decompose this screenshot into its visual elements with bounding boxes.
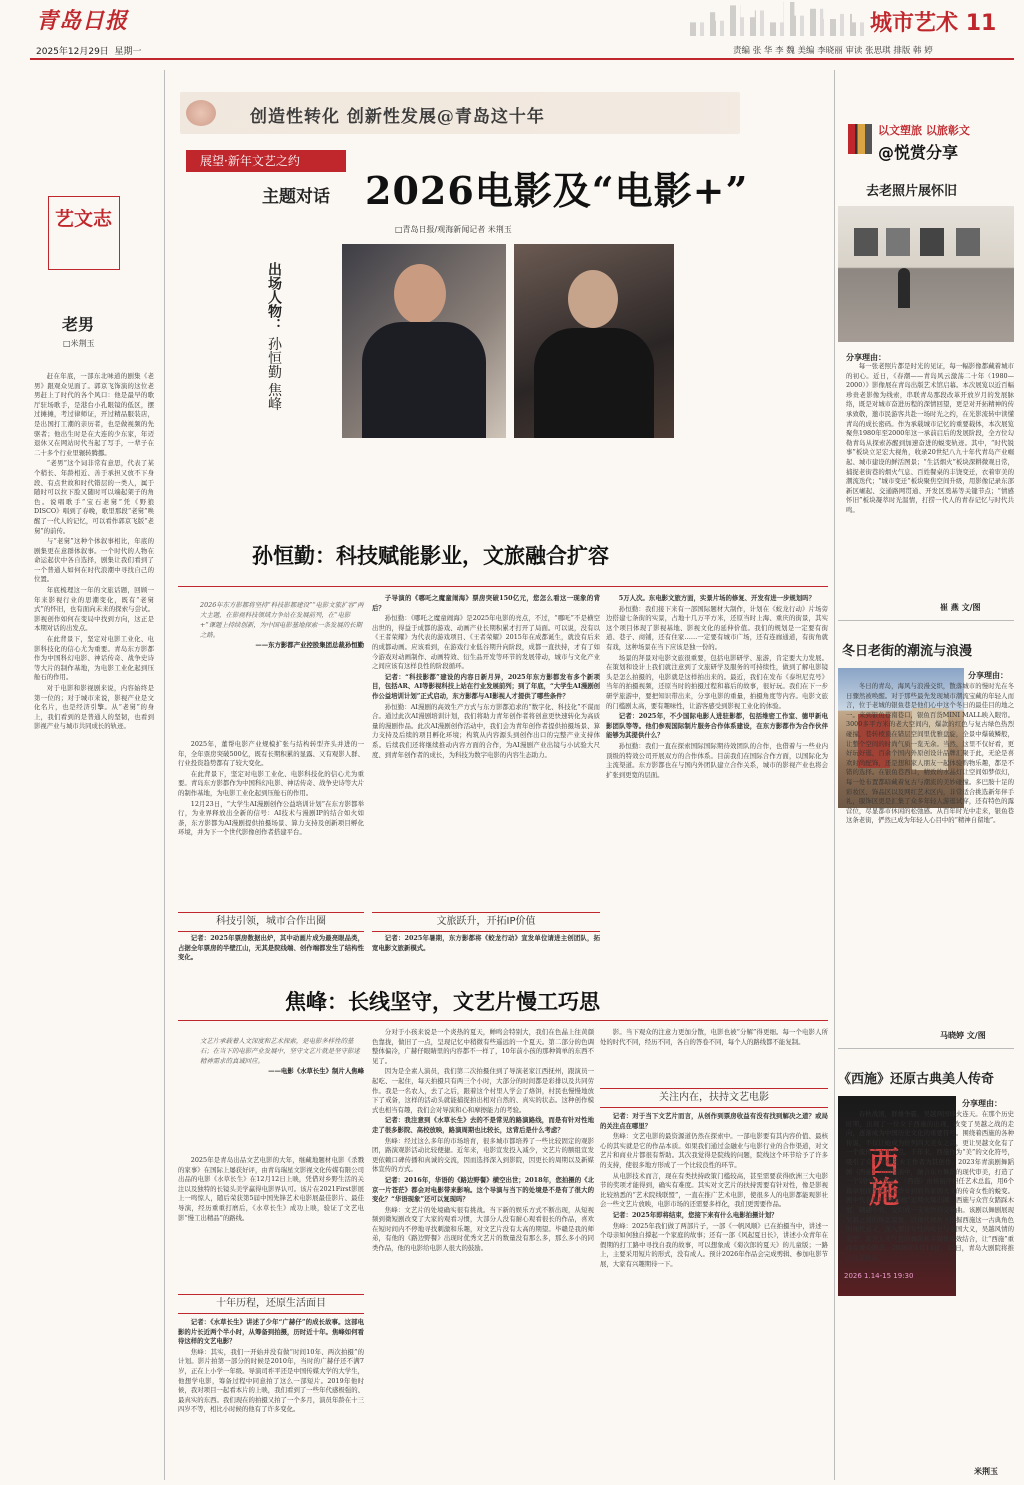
paragraph: 年底梳理这一年的文旅话题，回顾一年来影视行业的思潮变化，既有“老舅式”的怀旧，也有面向未来的探索与尝试。影视创作如何在变局中找到方向，这正是本期对话的出发点。 bbox=[34, 586, 154, 633]
art-column-body bbox=[34, 372, 154, 1478]
interview2-subhead-1: 十年历程，还原生活面目 bbox=[178, 1294, 364, 1314]
people-names: 孙恒勤 焦峰 bbox=[266, 336, 282, 411]
paragraph: 子导演的《哪吒之魔童闹海》票房突破150亿元，您怎么看这一现象的背后？ bbox=[372, 594, 600, 612]
section-title: 城市艺术 11 bbox=[870, 11, 997, 36]
interview1-col1b bbox=[178, 934, 364, 980]
paragraph: 记者：“科技影都”建设的内容日新月异，2025年东方影都发布多个新项目，包括AR、AI等影视科技上站在行业发展前列；到了年底，“大学生AI漫剧创作公益培训计划”正式启动，东方影都与AI影视人才提供了哪些条件？ bbox=[372, 672, 600, 700]
paragraph: 孙恒勤：AI漫剧的高效生产方式与东方影都追求的“数字化、科技化”不谋而合。通过此次AI漫剧培训计划，我们将助力青年创作者将创意更快速转化为高质量的漫剧作品。此次AI漫剧创作活动中，我们会为青年创作者提供拍摄场景、算力支持及后续的项目孵化环境；构筑从内容源头到创作出口的完整产业支持体系。后续我们还将继续推动内容方面的合作，为AI漫剧产业出镜与小试验大尺度、到青年创作者的成长，为科技为数字电影的内容生态助力。 bbox=[372, 702, 600, 759]
paragraph: 记者：2016年，华语的《路边野餐》横空出世；2018年，您拍摄的《北京一片苍茫》都会对电影带来影响。这个导演与当下的处境是不是有了很大的变化？“华语现象”还可以复现吗？ bbox=[372, 1175, 594, 1204]
rule bbox=[178, 586, 828, 587]
poster-date: 2026 1.14-15 19:30 bbox=[844, 1272, 914, 1280]
sidebar-divider bbox=[834, 70, 835, 1480]
skyline-graphic bbox=[690, 2, 870, 36]
paragraph: 赶在年底，一部东北味道的剧集《老男》跟观众见面了。郭京飞饰演的这位老男赶上了时代的各个风口：他是最早的歌厅驻场歌手，是港台小孔眼镜的低区，摆过摊摊，考过律师证，开过精品服装店，是出国打工潮的亲历者，也是做视频的先驱者；他出生时是在大连的少东家，年迈退休又在网站时代当起了写手，一辈子在二十多个行业里辗转腾挪。 bbox=[34, 372, 154, 457]
badge-text: 艺文志 bbox=[55, 208, 113, 230]
tag-ribbon bbox=[186, 150, 346, 172]
banner bbox=[180, 92, 740, 134]
paragraph: 在此背景下，坚定对电影工业化、电影科技化的信心尤为重要。青岛东方影都作为中国科幻电影、神话传奇、战争史诗等大片的制作基地，为电影工业化起到压舱石的作用。 bbox=[178, 769, 364, 797]
interview1-subhead-2: 文旅跃升，开拓IP价值 bbox=[372, 912, 600, 932]
paragraph: 焦峰：文艺片的处境确实很有挑战。当下新的娱乐方式不断出现，从短视频到微短剧改变了大家的观看习惯，大部分人没有耐心观看很长的作品，喜欢在短时间内不停地寻找刺激和乐趣，对文艺片没有太高的期望。毕赣是我的师弟，有他的《路边野餐》出现时优秀文艺片的数量没有那么多，那么多小的同类作品，他的电影给电影人很大的鼓励。 bbox=[372, 1205, 594, 1253]
sidebar-header-line2: @悦赏分享 bbox=[878, 143, 959, 162]
column-label: 主题对话 bbox=[262, 187, 330, 207]
interview2-col2 bbox=[372, 1028, 594, 1478]
paragraph: 焦峰：文艺电影的最资源道仍然在探索中。一部电影要有其内容价值、最核心的其实就是它的作品本质。如果我们通过金融业与电影行业的合作渠道，对文艺片和商业片都很有帮助。其次我觉得是院线的问题，院线这个环节给予了许多的支持，使很多地方形成了一个比较良性的环节。 bbox=[600, 1132, 828, 1169]
paragraph: 因为是全素人演员，我们第二次拍摄住到了导演老家江西抚州，跟演员一起吃、一起住，每天拍摄只有两三个小时，大部分的时间都是彩排以及共同劳作。我是一名农人，去了之后，跟着这个村里人学会了烙饼，村民也慢慢地放下了戒备，这样的活动头就能捕捉拍出相对自然的、真实的状态。这种创作模式也相当有趣，我们会对导演和心和摩擦能力的考验。 bbox=[372, 1067, 594, 1114]
masthead bbox=[0, 0, 1024, 60]
art-column-title: 老男 bbox=[62, 315, 95, 334]
quote-source: ——电影《水草长生》制片人焦峰 bbox=[268, 1067, 364, 1075]
pull-quote: 文艺片承载着人文深度和艺术探索，是电影多样性的基石；在当下的电影产业发展中，坚守文艺片就是坚守影迷精神需求的真诚回应。 bbox=[200, 1037, 360, 1065]
paragraph: 记者：2025年，不少国际电影人进驻影都，包括维密工作室、德甲新电影团队等等。他们参观国际制片服务合作体系建设，在东方影都作为合作伙伴能够为其提供什么？ bbox=[606, 712, 828, 740]
books-icon bbox=[848, 124, 872, 154]
paragraph: 分对于小孩来说是一个炎热的夏天，蝉鸣会特别大，我们在色晶上往黄颜色靠拢，做旧了一点，呈现记忆中稍微有些遥远的一个夏天。第二部分的色调整体偏冷，广赫仔眼睛里的内容都不一样了，10年前小孩的那种简单的东西不见了。 bbox=[372, 1028, 594, 1065]
banner-text: 创造性转化 创新性发展@青岛这十年 bbox=[250, 107, 545, 127]
paragraph: 冬日的青岛，海风与浪漫交织，散落城市的慢时光在冬日骤然被唤醒。对于那些最先发现城市潮流宝藏的年轻人而言，位于老城的银鱼巷是他们心中这个冬日的最佳目的地之一。来到银鱼巷南巷口，银鱼百货MINI MALL映入眼帘。3000多平方米的老大空间内，爆款的红色与复古绿色热烈碰撞，巷转棱顶在错层空间里优雅盘旋，全景中爆破鳞般，让整个空间的时尚气质一览无余。当然，这里不仅好看，更好玩好逛，百余个国内外原创设计品牌汇聚于此，无论是喜欢时尚配饰，还是想和家人朋友一起体验购物乐趣，都是不错的选择。在银鱼巷西口，精致的水晶灯让空间如梦似幻，每一处布置都暗藏着复古与潮流的美妙碰撞。多巴胺十足的彩妆区、饰品区以及网红艺术区内，非常适合挑选新年伴手礼，服饰区更是汇集了众多年轻人游逛试穿，还有特色的露营位，尽显都市休闲的松弛感。从百年时光中走来，银鱼巷这条老街，俨然已成为年轻人心目中的“精神自留地”。 bbox=[846, 682, 1014, 825]
photo-sun-hengqin bbox=[342, 244, 506, 438]
paragraph: 记者：2025年即将结束，您接下来有什么电影拍摄计划？ bbox=[612, 1210, 778, 1219]
sidebar-item3-label: 分享理由： bbox=[962, 1099, 1002, 1108]
art-column-byline: □米荆玉 bbox=[63, 339, 95, 348]
tag-label: 展望·新年文艺之约 bbox=[200, 154, 300, 168]
paragraph: 记者：2025年暑期，东方影都将《蛟龙行动》宣发单位请进主创团队，拓宽电影文旅新模式。 bbox=[372, 934, 600, 952]
interview2-quote bbox=[200, 1036, 364, 1076]
paragraph: 记者：对于当下文艺片而言，从创作到票房收益有没有找到解决之道？或局的关注点在哪里？ bbox=[600, 1112, 828, 1130]
interview1-subhead-1: 科技引领，城市合作出圈 bbox=[178, 912, 364, 932]
paragraph: 在此背景下，坚定对电影工业化、电影科技化的信心尤为重要。青岛东方影都作为中国科幻电影、神话传奇、战争史诗等大片的制作基地，为电影工业化起到压舱石的作用。 bbox=[34, 635, 154, 682]
interview2-col3 bbox=[600, 1112, 828, 1478]
sidebar-item1-body bbox=[846, 362, 1014, 602]
paragraph: 2025年是青岛出品文艺电影的大年，继藏地题材电影《杀戮的家事》在国际上屡获好评，由青岛瑞星文影视文化传媒有限公司出品的电影《水草长生》在12月12日上映，凭借对乡野生活的关注以及独特的长镜头美学赢得电影界认可。该片在2021First影展上一鸣惊人，随后荣获第5届中国先锋艺术电影展最佳影片、最佳导演，经历重重打磨后，《水草长生》成功上映，验证了文艺电影“慢工出精品”的路线。 bbox=[178, 1156, 364, 1222]
sidebar-header bbox=[844, 118, 1014, 174]
sidebar-item1-label: 分享理由： bbox=[846, 353, 886, 362]
newspaper-logo: 青岛日报 bbox=[36, 8, 129, 34]
paragraph: 记者：我注意到《水草长生》去的不是常见的路演路线，而是有针对性地走了很多影院、高校放映，路演周期也比较长，这背后是什么考虑？ bbox=[372, 1116, 594, 1134]
rule bbox=[178, 1020, 828, 1021]
rule bbox=[838, 620, 1014, 621]
sidebar-item1-title: 去老照片展怀旧 bbox=[866, 184, 958, 199]
poster-title: 西施 bbox=[863, 1146, 898, 1206]
quote-source: ——东方影都产业控股集团总裁孙恒勤 bbox=[255, 641, 364, 649]
sidebar-item2-label: 分享理由： bbox=[968, 671, 1008, 680]
paragraph: 记者：2025年票房数据出炉，其中动画片成为最亮眼品类，占据全年票房的半壁江山，无其是院线端、创作端都发生了结构性变化。 bbox=[178, 934, 364, 962]
banner-ornament-icon bbox=[186, 100, 216, 126]
paragraph: 与“老舅”这种个体叙事相比，年底的剧集更在意群体叙事。一个时代的人物在命运起伏中各自选择，剧集让我们看到了一个普通人如何在时代浪潮中寻找自己的位置。 bbox=[34, 537, 154, 584]
interview2-col3a bbox=[600, 1028, 828, 1080]
sidebar-item1-author: 崔 燕 文/图 bbox=[940, 603, 981, 612]
sidebar-header-line1: 以文塑旅 以旅彰文 bbox=[878, 124, 970, 137]
photo-jiao-feng bbox=[514, 244, 674, 438]
sidebar-item2-body bbox=[846, 682, 1014, 1028]
paragraph: 孙恒勤：我们一直在探索国际国际期待效团队的合作，也借着与一些业内顶级的特效公司开展双方的合作体系。目前我们在国际合作方面，以国际化为主流渠道。东方影都也在与国内外团队建立合作关系，城市的影视产业也将会扩张到更宽的层面。 bbox=[606, 741, 828, 779]
sidebar-item3-author: 米荆玉 bbox=[974, 1467, 998, 1476]
header-rule bbox=[30, 58, 1014, 60]
sidebar-item3-title: 《西施》还原古典美人传奇 bbox=[838, 1072, 995, 1087]
paragraph: 从电影技术而言，现在有类扶持政策门槛较高，甚至需要获得欧洲三大电影节的奖项才能得到，确实有难度。其实对文艺片的扶持需要有针对性，像是影视比较熟悉的“艺术院线联盟”，一直在推广艺术电影，使很多人的电影都能观影社会一些文艺片放映，电影市场的还需要多样化，我们更需要作品。 bbox=[600, 1171, 828, 1209]
issue-date: 2025年12月29日 星期一 bbox=[36, 47, 142, 57]
rule bbox=[838, 1048, 1014, 1049]
column-divider bbox=[164, 70, 165, 1480]
paragraph: 焦峰：经过这么多年的市场培育，很多城市都培养了一些比较固定的观影团，路演观影活动比较便捷。近年来，电影宣发投入减少，文艺片的额组宣发更依赖口碑传播和真诚的交流，因而选择深入到影院，因更长的周期以及新媒体宣传的方式。 bbox=[372, 1136, 594, 1174]
paragraph: 对于电影和影视剧来说，内容始终是第一位的；对于城市来说，影视产业是文化名片，也是经济引擎。从“老舅”的身上，我们看到的是普通人的坚韧，也看到影视产业与城市共同成长的轨迹。 bbox=[34, 684, 154, 731]
sidebar-item3-body bbox=[846, 1110, 1014, 1466]
paragraph: 孙恒勤：我们接下来有一部国际题材大制作，计划在《蛟龙行动》片场旁边搭建七条街的实景，占地十几万平方米，还原当时上海、重庆的街景，其实这个项目体现了影视基地、影视文化的延伸价值。我们的规划是一定要有街道、巷子、商铺，还有住家……一定要有城市广场，还有连廊通道，有街角就有戏，这种场景在当下应该是独一份的。 bbox=[606, 604, 828, 651]
paragraph: 5万人次。东电影文旅方面，实景片场的修复、开发有进一步规划吗？ bbox=[618, 594, 815, 602]
paragraph: “老男”这个词非常有意思，代表了某个稍长、年龄相近、善于承担又放不下身段、有点世故和时代错层的一类人，属于随时可以拉下脸又随时可以端起架子的角色。说唱歌手“宝石老舅”凭《野狼DISCO》唱到了春晚，歌里那段“老舅”唤醒了一代人的记忆，可以看作郭京飞版“老舅”的前传。 bbox=[34, 459, 154, 535]
pull-quote: 2026年东方影都将坚持“科技影都建设”“电影文旅扩容”两大主题，在影视科技领域力争站在发展前列，在“电影+”课题上持续创新，为中国电影基地探索一条发展的长期之路。 bbox=[200, 601, 364, 639]
art-column-badge bbox=[48, 196, 120, 270]
paragraph: 记者：《水草长生》讲述了少年“广赫仔”的成长故事。这部电影的片长近两个半小时，从筹备到拍摄，历时近十年。焦峰如何看待这样的文艺电影？ bbox=[178, 1318, 364, 1346]
paragraph: 影。当下观众的注意力更加分散，电影也被“分解”得更细。每一个电影人所处的时代不同，经历不同，各自的答卷不同，每个人的路线都不能复制。 bbox=[600, 1028, 828, 1046]
editor-credits: 责编 张 华 李 魏 美编 李晓丽 审读 张思琪 排版 韩 婷 bbox=[733, 46, 933, 56]
interview1-col1 bbox=[178, 740, 364, 910]
paragraph: 孙恒勤：《哪吒之魔童闹海》是2025年电影的亮点，不过，“哪吒”不是横空出世的，得益于成都的游戏、动画产业长期积累才打开了局面。可以说，没有以《王者荣耀》为代表的游戏项目、《王者荣耀》2015年在成都诞生，就没有后来的成都动画。应该看到，在游戏行业低谷期升向阶段，成都一直扶持，才有了如今游戏对动画制作、动画特效、衍生品开发等环节的发展带动，城市与文化产业之间应该有这样良性的阶段循环。 bbox=[372, 614, 600, 671]
interview1-col2 bbox=[372, 594, 600, 906]
paragraph: 12月23日，“大学生AI漫剧创作公益培训计划”在东方影都举行，为业界释放出全新的信号：AI技术与漫剧IP的结合如火如荼，东方影都为AI漫剧提供拍摄场景、算力支持及创新项目孵化环境，并为下一个世代影像创作者搭建平台。 bbox=[178, 799, 364, 837]
interview1-quote bbox=[200, 600, 364, 650]
interview2-col1b bbox=[178, 1318, 364, 1478]
sidebar-item2-author: 马晓婷 文/图 bbox=[940, 1031, 986, 1040]
interview1-col3 bbox=[606, 594, 828, 982]
interview2-col1 bbox=[178, 1156, 364, 1280]
interview1-title: 孙恒勤：科技赋能影业，文旅融合扩容 bbox=[252, 543, 609, 568]
gallery-photo bbox=[838, 206, 1014, 342]
paragraph: 2025年，董帮电影产业规模扩张与结构转型齐头并进的一年，全年票房突破500亿，既有长期积累的显露、又有观影人群、行业投资趋势都有了较大变化。 bbox=[178, 740, 364, 768]
interview1-col2b bbox=[372, 934, 600, 980]
interview2-subhead-2: 关注内在，扶持文艺电影 bbox=[600, 1088, 828, 1108]
interview2-title: 焦峰：长线坚守，文艺片慢工巧思 bbox=[285, 989, 600, 1014]
people-caption bbox=[262, 262, 286, 432]
sidebar-item2-title: 冬日老街的潮流与浪漫 bbox=[842, 644, 973, 659]
main-headline: 2026电影及“电影+” bbox=[365, 168, 749, 213]
paragraph: 场景的拜景对电影文旅很重要，包括电影研学、旅游，肯定要大力发展。在策划和设计上我们就注意到了文旅研学及服务的可持续性，做到了解电影镜头是怎么拍摄的，电影就是这样拍出来的。最近，我们在发布《泰坦尼克号》当年的拍摄视频，还原当时的拍摄过程和幕后的故事，很好玩。我们在下一步研学旅游中，要把知识带出来，分享电影的重量，拍摄角度等内容。电影文旅的门槛剧太高，要有趣味性，让游客感受到影视工业化的体验。 bbox=[606, 653, 828, 710]
paragraph: 春秋战国，群雄争霸，吴越两国烽火连天。在那个历史时期，出现了一位女子西施的出现，改变了吴越之战的走向，逐渐成为中国历史文化的重要符号。围绕着西施的各种传说，不仅让她成为位列四大美女之首，更让吴越文化有了一个流传千古的亮点。千年来，西施作为“美”的文化符号，吸引了众多文化艺术工作者为其创作。2023年青演剧舞蹈剧《西施》全国巡演中，融合东方舞蹈的现代审美，打造了一个别样的“西施”。《西施》由杨丽萍担任艺术总监，用6个篇章展现西施从浣纱女到肩负家国大义的传奇女性的蜕变。剧中代表舞段“响屧廊”近期火爆出圈：西施与众宫女踏踩木屐，翩翩小将，交织成一支欢快的交响曲。该剧以舞剧展现吴越之战的恢弘景象，以现代视角下挖掘西施这一古典角色的现代意义，深入探讨女性的成长与家国大义，吴越风情的造型、富含人文气息的舞蹈和多媒体视效结合，让“西施”重现在观众眼前。2026年1月14日、15日，青岛大剧院将推出这部作品。 bbox=[846, 1110, 1014, 1262]
paragraph: 每一张老照片都是时光的见证，每一幅影像都藏着城市的初心。近日，《春潮——青岛风云激荡二十年（1980—2000）》影像展在青岛出版艺术馆启幕。本次展览以近百幅珍贵老影像为线索，串联青岛那段改革开放岁月的发展脉络，既是对城市奋进历程的深情回望，更是对开拓精神的传承致敬，邀市民游客共赴一场时光之约，在光影流转中读懂青岛的成长密码。作为承载城市记忆的重要载体，本次展览聚焦1980年至2000年这一承前启后的发展阶段，全方位勾勒青岛从探索苏醒到加速奋进的蜕变轨迹。其中，“时代锐事”板块立足宏大视角，收录20世纪八九十年代青岛产业崛起、城市建设的鲜活图景；“生活烟火”板块深耕微观日常，捕捉老街巷的烟火气息、百姓餐桌的丰饶变迁，衣着审美的潮流迭代；“城市变迁”板块聚焦空间升级，用影像记录东部新区崛起、交通路网贯通、开发区奠基等关键节点；“情感怀旧”板块凝萃时光温情，打捞一代人的青春记忆与时代共鸣。 bbox=[846, 362, 1014, 514]
main-byline: □青岛日报/观海新闻记者 米荆玉 bbox=[395, 225, 512, 234]
paragraph: 焦峰：其实，我们一开始并没有做“时间10年、两次拍摄”的计划。影片拍第一部分的时候是2010年，当时的广赫仔还不满7岁，正在上小学一年级。导演司祚平还是中国传媒大学的大学生，他想学电影，筹备过程中同意拍了这么一部短片。2019年他时候，我对项目一起看本片的上映，我们看到了一些年代感极强的、最真实的东西。我们现在的拍摄又拍了一个多月，演员年龄在十三四岁不等，相比小时候的他有了许多变化。 bbox=[178, 1347, 364, 1414]
paragraph: 焦峰：2025年我们做了两部片子，一部《一帆风顺》已在拍摄当中，讲述一个母亲如何独自撑起一个家庭的故事；还有一部《风起夏日长》，讲述小众青年在假期的打工路中寻找自我的故事，可以想象成《菊次郎的夏天》的儿童版；一路上，主要采用短片的形式，没有成人。预计2026年作品会完成剪辑、参加电影节展，大家有兴趣期待一下。 bbox=[600, 1221, 828, 1268]
people-label: 出场人物： bbox=[266, 262, 282, 332]
